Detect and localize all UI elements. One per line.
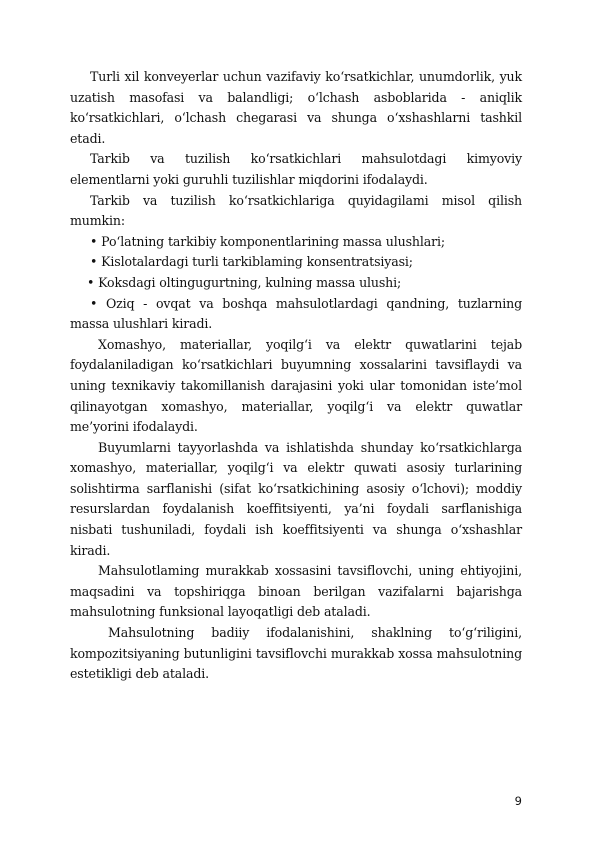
paragraph: Tarkib va tuzilish ko‘rsatkichlariga quyidagilami misol qilish mumkin: bbox=[70, 192, 522, 229]
page-number: 9 bbox=[514, 794, 522, 808]
paragraph: Mahsulotlaming murakkab xossasini tavsiflovchi, uning ehtiyojini, maqsadini va topshiriqga binoan berilgan vazifalarni bajarishga mahsulotning funksional layoqatligi deb ataladi. bbox=[70, 563, 522, 620]
paragraph: Tarkib va tuzilish ko‘rsatkichlari mahsulotdagi kimyoviy elementlarni yoki guruhli tuzilishlar miqdorini ifodalaydi. bbox=[70, 151, 522, 187]
body-text bbox=[70, 67, 522, 685]
paragraph: Buyumlarni tayyorlashda va ishlatishda shunday ko‘rsatkichlarga xomashyo, materiallar, yoqilg‘i va elektr quwati asosiy turlarining solishtirma sarflanishi (sifat ko‘rsatkichining asosiy o‘lchovi); moddiy resurslardan foydalanish koeffitsiyenti, ya’ni foydali sarflanishiga nisbati tushuniladi, foydali ish koeffitsiyenti va shunga o‘xshashlar kiradi. bbox=[70, 439, 522, 558]
paragraph: Mahsulotning badiiy ifodalanishini, shaklning to‘g‘riligini, kompozitsiyaning butunligini tavsiflovchi murakkab xossa mahsulotning estetikligi deb ataladi. bbox=[70, 625, 522, 682]
paragraph: Xomashyo, materiallar, yoqilg‘i va elektr quwatlarini tejab foydalaniladigan ko‘rsatkichlari buyumning xossalarini tavsiflaydi va uning texnikaviy takomillanish darajasini yoki ular tomonidan iste’mol qilinayotgan xomashyo, materiallar, yoqilg‘i va elektr quwatlar me’yorini ifodalaydi. bbox=[70, 336, 522, 435]
list-item: • Koksdagi oltingugurtning, kulning massa ulushi; bbox=[87, 274, 402, 290]
paragraph: Turli xil konveyerlar uchun vazifaviy ko‘rsatkichlar, unumdorlik, yuk uzatish masofasi va balandligi; o‘lchash asboblarida - aniqlik ko‘rsatkichlari, o‘lchash chegarasi va shunga o‘xshashlarni tashkil etadi. bbox=[70, 69, 522, 146]
list-item: • Po‘latning tarkibiy komponentlarining massa ulushlari; bbox=[90, 233, 445, 249]
list-item: • Oziq - ovqat va boshqa mahsulotlardagi qandning, tuzlarning massa ulushlari kiradi. bbox=[70, 295, 522, 332]
list-item: • Kislotalardagi turli tarkiblaming konsentratsiyasi; bbox=[90, 254, 413, 270]
